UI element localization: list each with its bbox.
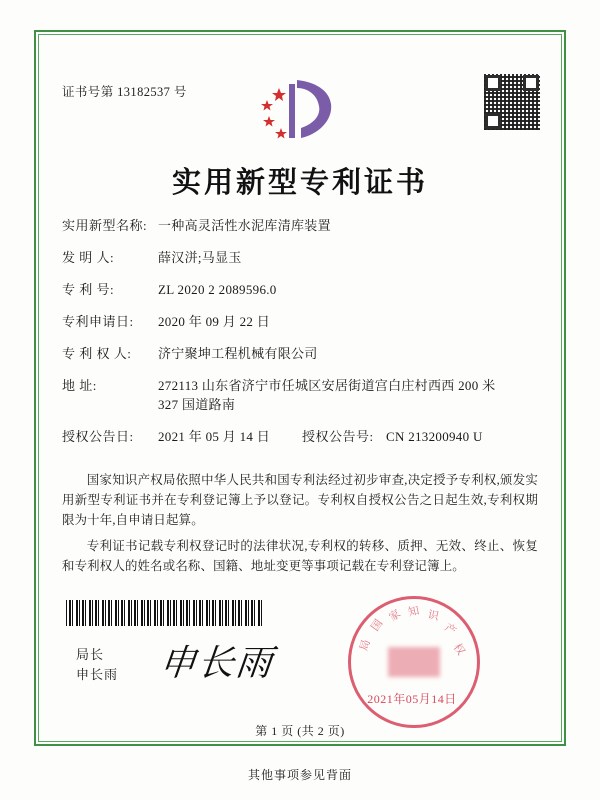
seal-char: 局 (358, 638, 373, 653)
field-inventors (62, 248, 540, 267)
seal-char: 权 (450, 641, 467, 658)
page-title: 实用新型专利证书 (171, 165, 428, 199)
seal-char: 国 (369, 617, 386, 634)
field-value: 济宁聚坤工程机械有限公司 (158, 346, 318, 361)
field-label: 实用新型名称: (62, 218, 148, 233)
field-utility-model-name (62, 216, 540, 235)
grant-date-label: 授权公告日: (62, 429, 134, 444)
barcode-icon (66, 600, 262, 626)
bottom-note: 其他事项参见背面 (247, 768, 352, 782)
seal-char: 产 (441, 621, 458, 638)
field-value: 薛汉洴;马显玉 (158, 250, 242, 265)
field-value: ZL 2020 2 2089596.0 (158, 282, 277, 297)
field-patent-number (62, 280, 540, 299)
legal-paragraph-1: 国家知识产权局依照中华人民共和国专利法经过初步审查,决定授予专利权,颁发实用新型专利证书并在专利登记簿上予以登记。专利权自授权公告之日起生效,专利权期限为十年,自申请日起算。 (62, 473, 538, 527)
legal-body-text (62, 470, 538, 582)
field-value: 2020 年 09 月 22 日 (158, 314, 271, 329)
field-application-date (62, 312, 540, 331)
handwritten-signature: 申长雨 (157, 643, 276, 684)
fields-list (62, 216, 540, 452)
field-label: 专利申请日: (62, 314, 134, 329)
qr-finder-bottom-left (485, 113, 501, 129)
legal-paragraph-2: 专利证书记载专利权登记时的法律状况,专利权的转移、质押、无效、终止、恢复和专利权人的姓名或名称、国籍、地址变更等事项记载在专利登记簿上。 (62, 539, 538, 573)
field-value: 一种高灵活性水泥库清库装置 (158, 218, 331, 233)
field-label: 专 利 号: (62, 282, 115, 297)
field-grant-row (62, 427, 540, 446)
grant-date-value: 2021 年 05 月 14 日 (158, 429, 271, 444)
field-value: 272113 山东省济宁市任城区安居街道宫白庄村西西 200 米 (158, 378, 496, 393)
cnipa-emblem-icon (245, 72, 345, 144)
qr-code-icon (484, 74, 540, 130)
field-label: 发 明 人: (62, 250, 115, 265)
seal-date: 2021年05月14日 (367, 692, 457, 706)
field-patentee (62, 344, 540, 363)
announcement-number-label: 授权公告号: (302, 429, 374, 444)
certificate-number: 证书号第 13182537 号 (62, 85, 187, 99)
field-label: 专 利 权 人: (62, 346, 132, 361)
field-value-line2: 327 国道路南 (158, 397, 236, 412)
seal-char: 识 (426, 608, 440, 623)
field-address (62, 376, 540, 414)
official-seal (348, 596, 480, 728)
signature-block (76, 645, 118, 685)
announcement-number-value: CN 213200940 U (386, 429, 483, 444)
director-title: 局长 (76, 647, 105, 662)
page-number: 第 1 页 (共 2 页) (255, 724, 345, 738)
director-name: 申长雨 (76, 667, 119, 682)
field-label: 地 址: (62, 378, 97, 393)
seal-char: 家 (387, 607, 404, 624)
seal-char: 知 (407, 604, 421, 619)
